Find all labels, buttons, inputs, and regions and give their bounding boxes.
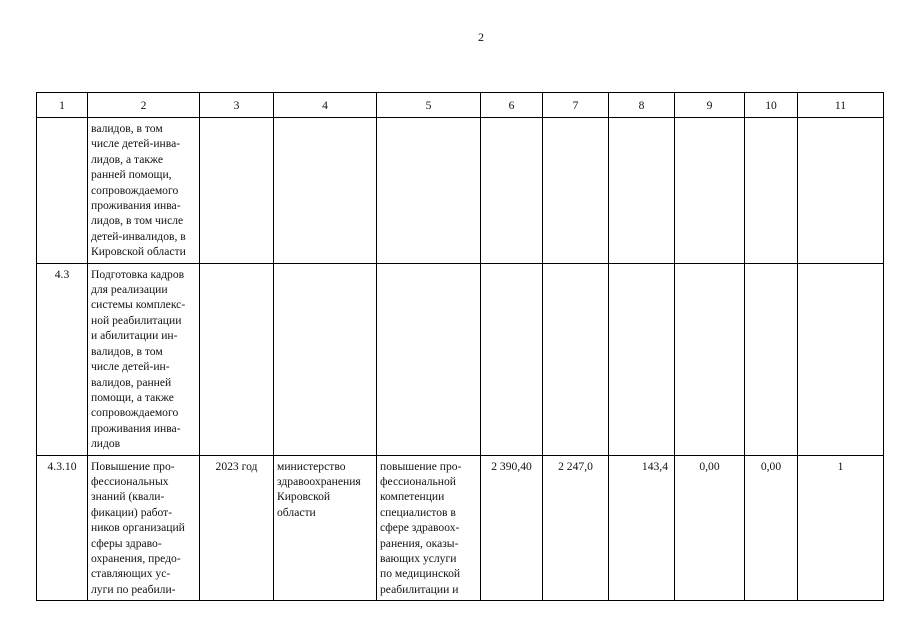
table-row — [37, 455, 884, 601]
header-cell: 6 — [481, 93, 543, 118]
amount-cell — [543, 118, 609, 264]
amount-cell — [481, 118, 543, 264]
period-cell — [200, 118, 274, 264]
amount-cell — [481, 263, 543, 455]
result-text: повышение про- фессиональной компетенции специалистов в сфере здравоох- ранения, оказы- вающих услуги по медицинской реабилитации и — [380, 459, 462, 596]
description-cell — [88, 455, 200, 601]
amount-cell — [745, 263, 798, 455]
row-number-cell: 4.3 — [37, 263, 88, 455]
table-row — [37, 118, 884, 264]
executor-cell — [274, 263, 377, 455]
amount-cell: 2 390,40 — [481, 455, 543, 601]
header-cell: 5 — [377, 93, 481, 118]
description-cell — [88, 118, 200, 264]
description-text: валидов, в том числе детей-инва- лидов, а также ранней помощи, сопровождаемого проживания инва- лидов, в том числе детей-инвалидов, в Кировской области — [91, 122, 186, 259]
header-cell: 10 — [745, 93, 798, 118]
header-cell: 1 — [37, 93, 88, 118]
period-cell — [200, 263, 274, 455]
result-cell — [377, 118, 481, 264]
amount-cell: 2 247,0 — [543, 455, 609, 601]
description-text: Подготовка кадров для реализации системы комплекс- ной реабилитации и абилитации ин- валидов, в том числе детей-ин- валидов, ранней помощи, а также сопровождаемого проживания инва- лидов — [91, 267, 186, 451]
description-text: Повышение про- фессиональных знаний (квали- фикации) работ- ников организаций сферы здраво- охранения, предо- ставляющих ус- луги по реабили- — [91, 459, 185, 596]
description-cell — [88, 263, 200, 455]
amount-cell: 0,00 — [745, 455, 798, 601]
indicator-cell: 1 — [798, 455, 884, 601]
executor-cell — [274, 118, 377, 264]
header-cell: 4 — [274, 93, 377, 118]
result-cell — [377, 263, 481, 455]
amount-cell — [675, 118, 745, 264]
table-row — [37, 263, 884, 455]
indicator-cell — [798, 263, 884, 455]
row-number-cell — [37, 118, 88, 264]
header-cell: 9 — [675, 93, 745, 118]
executor-text: министерство здравоохранения Кировской области — [277, 459, 361, 519]
amount-cell — [745, 118, 798, 264]
indicator-cell — [798, 118, 884, 264]
table-header-row — [37, 93, 884, 118]
amount-cell — [675, 263, 745, 455]
header-cell: 2 — [88, 93, 200, 118]
header-cell: 8 — [609, 93, 675, 118]
page-number: 2 — [478, 30, 484, 44]
amount-cell — [609, 118, 675, 264]
period-cell: 2023 год — [200, 455, 274, 601]
header-cell: 7 — [543, 93, 609, 118]
amount-cell: 143,4 — [609, 455, 675, 601]
row-number-cell: 4.3.10 — [37, 455, 88, 601]
header-cell: 3 — [200, 93, 274, 118]
result-cell — [377, 455, 481, 601]
amount-cell — [543, 263, 609, 455]
amount-cell: 0,00 — [675, 455, 745, 601]
executor-cell — [274, 455, 377, 601]
amount-cell — [609, 263, 675, 455]
header-cell: 11 — [798, 93, 884, 118]
program-table — [36, 92, 884, 601]
